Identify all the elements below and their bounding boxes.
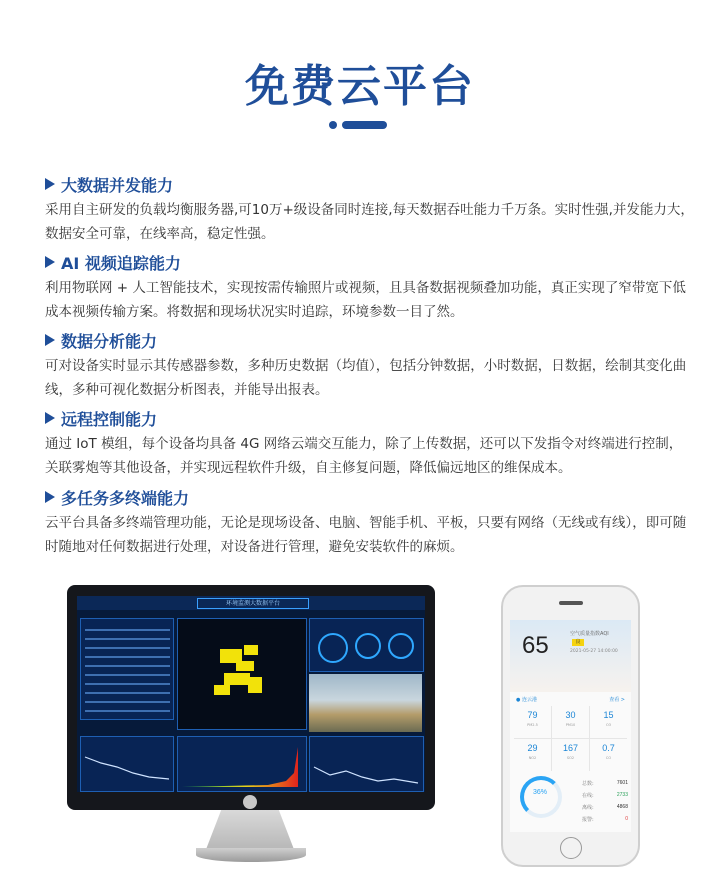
- status-panel: [309, 618, 424, 672]
- aqi-date: 2021-05-27 14:00:00: [570, 649, 618, 654]
- triangle-bullet-icon: [45, 412, 55, 424]
- stat-offline: 离线: 4868: [582, 804, 628, 811]
- section-body: 采用自主研发的负载均衡服务器,可10万+级设备同时连接,每天数据吞吐能力千万条。实时性强,并发能力大，数据安全可靠，在线率高，稳定性强。: [45, 202, 694, 242]
- history-line-chart: [310, 737, 423, 791]
- section-remote-control: [45, 406, 695, 480]
- section-multi-terminal: [45, 485, 695, 559]
- map-panel: [177, 618, 307, 730]
- stat-online: 在线: 2733: [582, 792, 628, 799]
- device-table-panel: [80, 618, 174, 720]
- triangle-bullet-icon: [45, 178, 55, 190]
- phone-speaker: [559, 601, 583, 605]
- section-title: 大数据并发能力: [61, 175, 174, 195]
- phone-device: [501, 585, 640, 867]
- monitor-stand-neck: [205, 810, 295, 852]
- title-divider-bar: [342, 121, 387, 129]
- home-button[interactable]: [560, 837, 582, 859]
- section-ai-video: [45, 250, 695, 324]
- more-link[interactable]: 查看 >: [609, 697, 625, 703]
- section-title: 多任务多终端能力: [61, 488, 190, 508]
- dashboard-title: 环境监测大数据平台: [197, 598, 309, 609]
- metric-cell: 79 PM2.5: [514, 706, 552, 739]
- section-body: 云平台具备多终端管理功能，无论是现场设备、电脑、智能手机、平板，只要有网络（无线或有线），即可随时随地对任何数据进行处理，对设备进行管理，避免安装软件的麻烦。: [45, 515, 687, 555]
- monitor-stand-base: [196, 848, 306, 862]
- section-title: AI 视频追踪能力: [61, 253, 181, 273]
- title-divider-dot: [329, 121, 337, 129]
- bar-chart: [178, 737, 306, 791]
- section-title: 远程控制能力: [61, 409, 158, 429]
- online-rate-value: 36%: [533, 789, 548, 796]
- section-title: 数据分析能力: [61, 331, 158, 351]
- online-rate-ring: [520, 776, 562, 818]
- page-title: 免费云平台: [245, 61, 475, 112]
- stat-total: 总数: 7601: [582, 780, 628, 787]
- metric-cell: 15 O3: [590, 706, 627, 739]
- section-body: 通过 IoT 模组，每个设备均具备 4G 网络云端交互能力，除了上传数据，还可以下发指令对终端进行控制，关联雾炮等其他设备，并实现远程软件升级，自主修复问题，降低偏远地区的维保成本。: [45, 436, 683, 476]
- metric-cell: 29 NO2: [514, 739, 552, 771]
- dashboard-header: [77, 596, 425, 610]
- triangle-bullet-icon: [45, 334, 55, 346]
- trend-line-chart: [81, 737, 173, 791]
- section-big-data: [45, 172, 695, 246]
- stat-alarm: 报警: 0: [582, 816, 628, 823]
- metric-cell: 167 SO2: [552, 739, 590, 771]
- section-body: 利用物联网 + 人工智能技术，实现按需传输照片或视频，且具备数据视频叠加功能，真正实现了窄带宽下低成本视频传输方案。将数据和现场状况实时追踪，环境参数一目了然。: [45, 280, 686, 320]
- section-data-analysis: [45, 328, 695, 402]
- aqi-header: [510, 620, 631, 692]
- site-camera-image: [309, 674, 422, 732]
- aqi-label: 空气质量指数AQI: [570, 631, 609, 637]
- metric-cell: 0.7 CO: [602, 743, 615, 760]
- phone-screen: [510, 620, 631, 832]
- metric-grid: [514, 706, 627, 772]
- history-chart-panel: [309, 736, 424, 792]
- trend-chart-panel: [80, 736, 174, 792]
- monitor-device: [67, 585, 435, 810]
- bar-chart-panel: [177, 736, 307, 792]
- metric-cell: 30 PM10: [552, 706, 590, 739]
- dashboard-screen: [77, 596, 425, 792]
- aqi-level-badge: 良: [572, 639, 584, 646]
- triangle-bullet-icon: [45, 491, 55, 503]
- triangle-bullet-icon: [45, 256, 55, 268]
- aqi-value: 65: [522, 632, 549, 659]
- section-body: 可对设备实时显示其传感器参数，多种历史数据（均值），包括分钟数据，小时数据，日数据，绘制其变化曲线，多种可视化数据分析图表，并能导出报表。: [45, 358, 687, 398]
- location-label[interactable]: ● 连云港: [516, 697, 537, 703]
- apple-logo-icon: [243, 795, 257, 809]
